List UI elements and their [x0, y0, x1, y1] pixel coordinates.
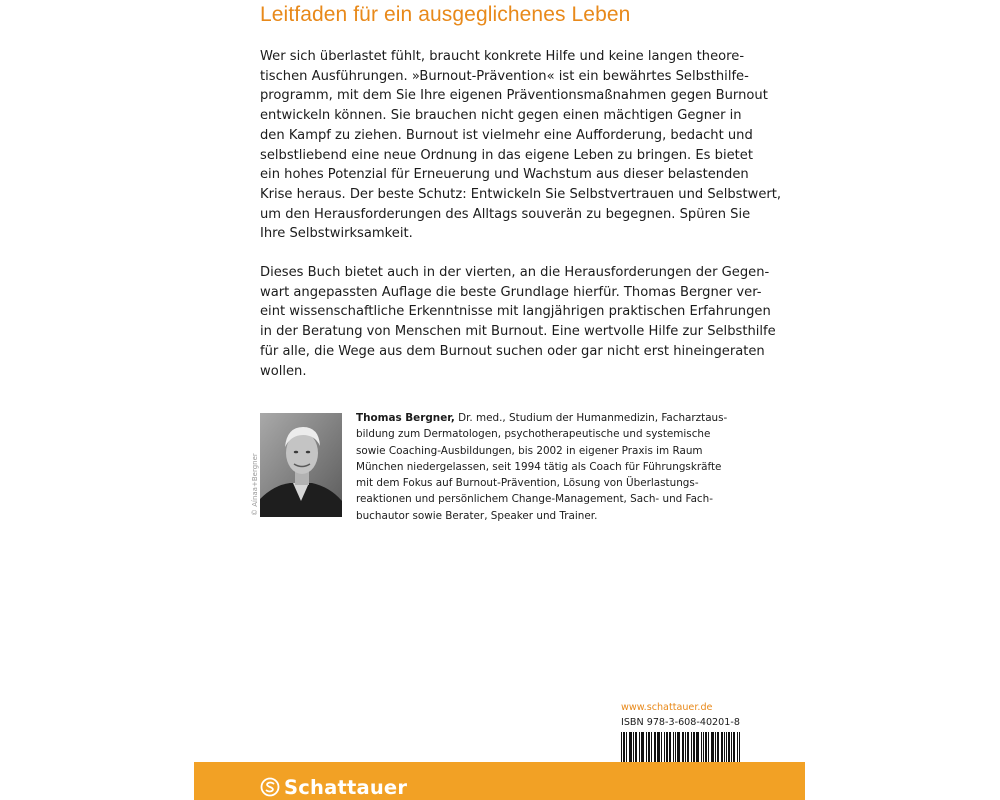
- text-line: entwickeln können. Sie brauchen nicht gegen einen mächtigen Gegner in: [260, 108, 742, 124]
- isbn-barcode: [621, 732, 740, 762]
- cover-headline: Leitfaden für ein ausgeglichenes Leben: [260, 3, 631, 26]
- bio-line: reaktionen und persönlichem Change-Management, Sach- und Fach-: [356, 493, 713, 506]
- publisher-website: www.schattauer.de: [621, 702, 713, 713]
- text-line: um den Herausforderungen des Alltags souverän zu begegnen. Spüren Sie: [260, 206, 751, 222]
- text-line: Wer sich überlastet fühlt, braucht konkrete Hilfe und keine langen theore-: [260, 49, 745, 64]
- schattauer-logo-icon: [260, 777, 280, 797]
- bio-line: sowie Coaching-Ausbildungen, bis 2002 in eigener Praxis im Raum: [356, 444, 703, 457]
- bio-line: mit dem Fokus auf Burnout-Prävention, Lösung von Überlastungs-: [356, 477, 699, 490]
- text-line: ein hohes Potenzial für Erneuerung und Wachstum aus dieser belastenden: [260, 167, 749, 183]
- text-line: Dieses Buch bietet auch in der vierten, an die Herausforderungen der Gegen-: [260, 265, 770, 280]
- bio-first-line: [356, 410, 756, 426]
- bio-line: buchautor sowie Berater, Speaker und Trainer.: [356, 509, 598, 522]
- text-line: wart angepassten Auflage die beste Grundlage hierfür. Thomas Bergner ver-: [260, 284, 762, 300]
- text-line: den Kampf zu ziehen. Burnout ist vielmehr eine Aufforderung, bedacht und: [260, 127, 753, 143]
- author-name: Thomas Bergner,: [356, 412, 455, 424]
- text-line: Krise heraus. Der beste Schutz: Entwickeln Sie Selbstvertrauen und Selbstwert,: [260, 186, 782, 202]
- text-line: in der Beratung von Menschen mit Burnout. Eine wertvolle Hilfe zur Selbsthilfe: [260, 324, 776, 340]
- text-line: selbstliebend eine neue Ordnung in das eigene Leben zu bringen. Es bietet: [260, 147, 753, 163]
- text-line: eint wissenschaftliche Erkenntnisse mit langjährigen praktischen Erfahrungen: [260, 304, 771, 320]
- isbn-number: ISBN 978-3-608-40201-8: [621, 717, 740, 728]
- text-line: für alle, die Wege aus dem Burnout suchen oder gar nicht erst hineingeraten: [260, 343, 765, 359]
- text-line: Ihre Selbstwirksamkeit.: [260, 226, 413, 242]
- author-bio: [356, 410, 756, 524]
- photo-credit: © Aínaa+Bergner: [251, 453, 259, 516]
- publisher-name: Schattauer: [284, 775, 408, 799]
- bio-text: Dr. med., Studium der Humanmedizin, Facharztaus-: [454, 412, 728, 424]
- blurb-paragraph-1: [260, 47, 782, 244]
- publisher-logo: [260, 775, 407, 799]
- bio-line: bildung zum Dermatologen, psychotherapeutische und systemische: [356, 428, 711, 441]
- text-line: wollen.: [260, 363, 307, 379]
- bio-line: München niedergelassen, seit 1994 tätig als Coach für Führungskräfte: [356, 460, 722, 473]
- text-line: tischen Ausführungen. »Burnout-Prävention« ist ein bewährtes Selbsthilfe-: [260, 68, 749, 84]
- text-line: programm, mit dem Sie Ihre eigenen Präventionsmaßnahmen gegen Burnout: [260, 88, 768, 104]
- blurb-paragraph-2: [260, 263, 776, 381]
- author-photo: [260, 413, 342, 517]
